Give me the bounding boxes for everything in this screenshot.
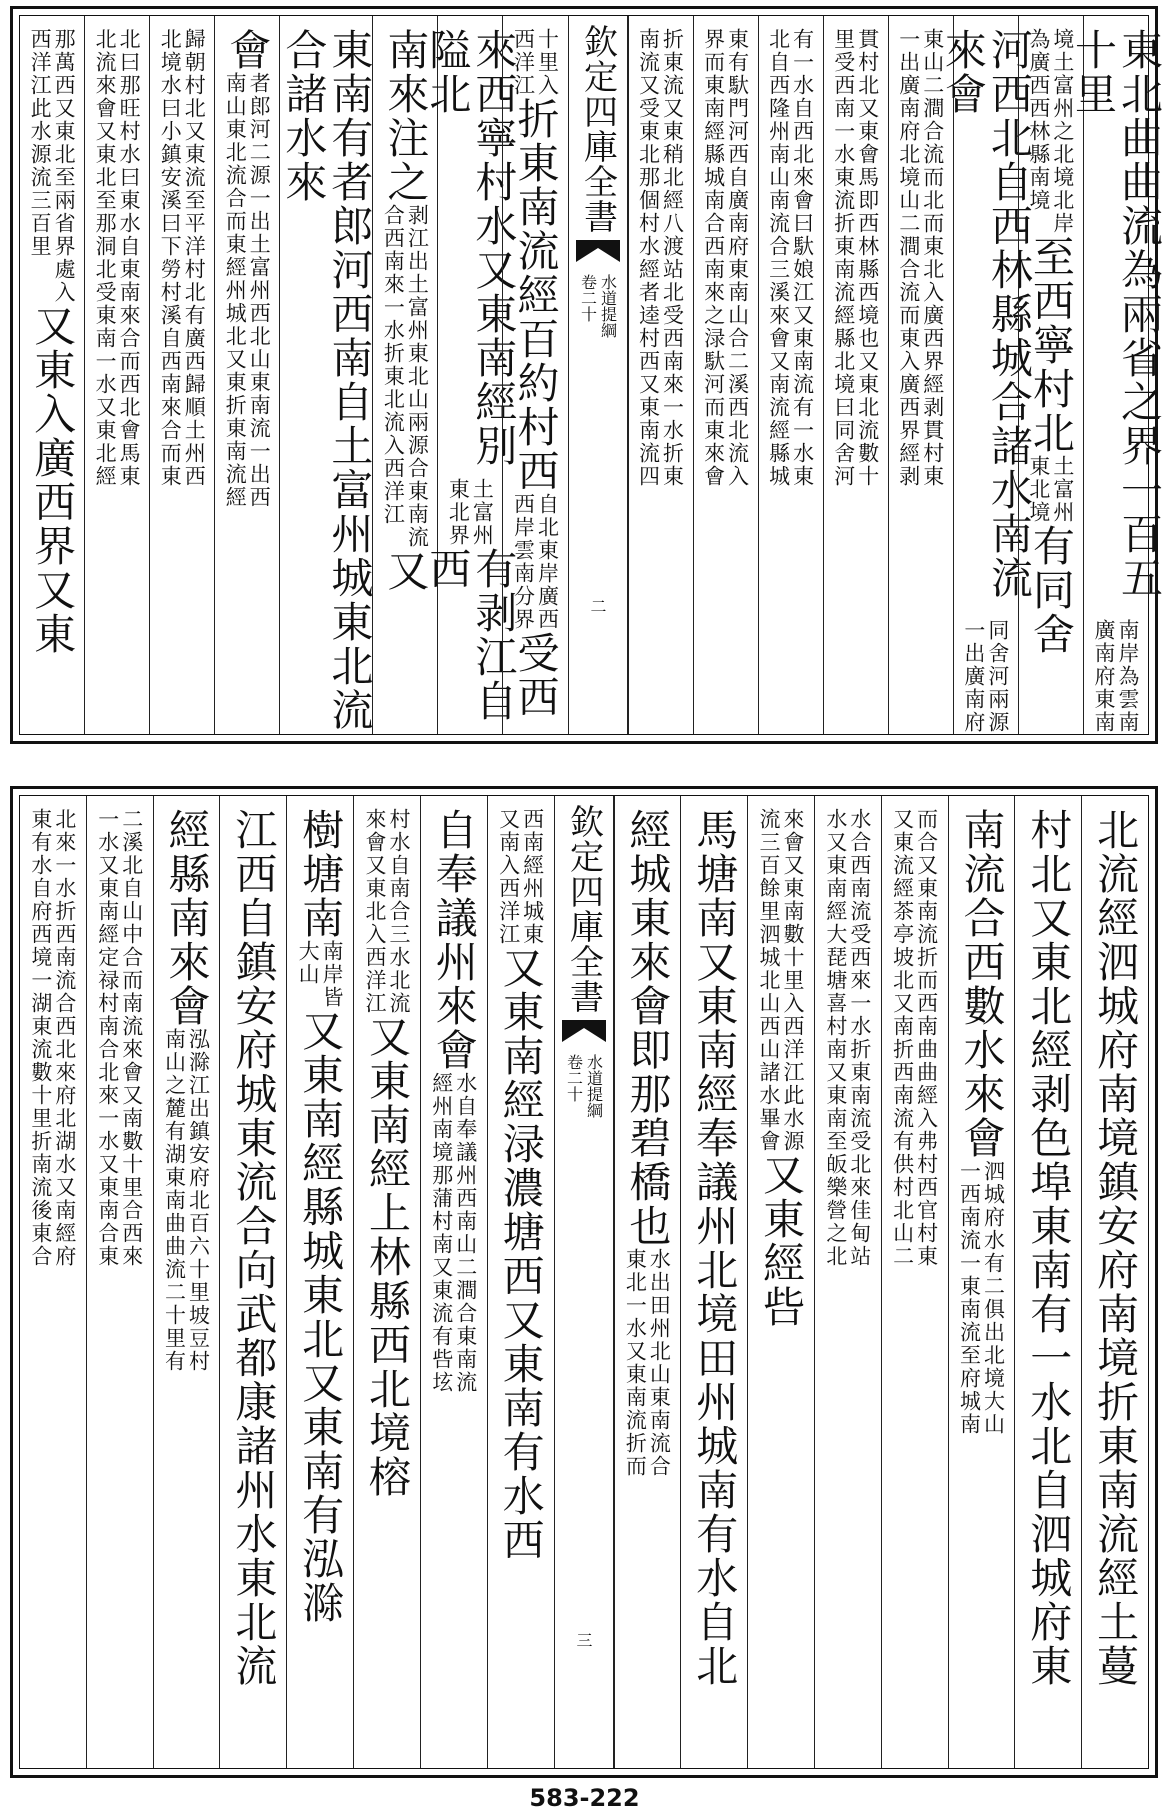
text-column xyxy=(814,796,881,1768)
annotation-note xyxy=(892,808,938,1268)
text-column xyxy=(680,796,747,1768)
annotation-line: 一出廣南府北境山二澗合流而東入廣西界經剥 xyxy=(896,28,921,488)
annotation-line: 界而東南經縣城南合西南來之渌馱河而東來會 xyxy=(701,28,726,488)
main-text: 又東南經縣城東北又東南有泓滁 xyxy=(296,1009,346,1625)
annotation-note xyxy=(447,478,493,547)
text-column xyxy=(502,16,567,734)
annotation-line: 剥江出土富州東北山兩源合東南流 xyxy=(405,204,430,549)
annotation-line: 為廣西西林縣南境 xyxy=(1026,28,1051,212)
annotation-line: 水合西南流受西來一水折東南流受北來佳甸站 xyxy=(847,808,872,1268)
main-text: 又東入廣西界又東 xyxy=(28,304,78,656)
main-text: 東北曲曲流為兩省之界一百五十里 xyxy=(1068,28,1164,600)
text-column xyxy=(487,796,554,1768)
text-column xyxy=(823,16,888,734)
spine-leaf-number: 三 xyxy=(574,1632,593,1648)
main-text: 會 xyxy=(223,28,273,72)
text-column xyxy=(747,796,814,1768)
annotation-line: 一水又東南經定禄村南合北來一水又東南合東 xyxy=(95,808,120,1268)
main-text: 至西寧村北 xyxy=(1026,235,1076,455)
annotation-line: 貫村北又東會馬即西林縣西境也又東北流數十 xyxy=(855,28,880,488)
annotation-note xyxy=(159,28,205,488)
annotation-note xyxy=(512,28,558,97)
main-text: 又東南經上林縣西北境榕 xyxy=(362,1015,412,1499)
annotation-line: 西洋江 xyxy=(511,28,536,97)
annotation-line: 流三百餘里泗城北山西山諸水畢會 xyxy=(757,808,782,1153)
annotation-line: 一出廣南府 xyxy=(961,619,986,734)
annotation-line: 而合又東南流折而西南曲曲經入弗村西官村東 xyxy=(914,808,939,1268)
annotation-note xyxy=(297,940,343,1009)
annotation-note xyxy=(382,204,428,549)
annotation-note xyxy=(29,28,75,304)
annotation-note xyxy=(898,28,944,488)
annotation-line: 北曰那旺村水曰東水自東南來合而西北會馬東 xyxy=(117,28,142,488)
text-column xyxy=(214,16,279,734)
annotation-line: 二溪北自山中合而南流來會又南數十里合西來 xyxy=(119,808,144,1268)
text-column xyxy=(1081,796,1148,1768)
text-column xyxy=(84,16,149,734)
annotation-note xyxy=(30,808,76,1268)
annotation-line: 來會又東南數十里入西洋江此水源 xyxy=(781,808,806,1153)
main-text: 又東經呰 xyxy=(757,1153,807,1329)
main-text: 經城東來會即那碧橋也 xyxy=(623,808,673,1248)
text-column xyxy=(86,796,153,1768)
annotation-line: 來會又東北入西洋江 xyxy=(362,808,387,1015)
text-column xyxy=(948,796,1015,1768)
main-text: 樹塘南 xyxy=(296,808,346,940)
text-column xyxy=(149,16,214,734)
annotation-note xyxy=(638,28,684,488)
fish-tail-mark-icon xyxy=(562,1020,606,1042)
annotation-line: 東有水自府西境一湖東流數十里折南流後東合 xyxy=(28,808,53,1268)
annotation-line: 南岸皆 xyxy=(320,940,345,1009)
main-text: 經縣南來會 xyxy=(162,808,212,1028)
spine-subtitle xyxy=(565,1054,603,1118)
spine-subtitle-line: 卷二十 xyxy=(578,274,598,322)
spine-subtitle-line: 水道提綱 xyxy=(584,1054,604,1118)
text-column xyxy=(153,796,220,1768)
annotation-line: 土富州 xyxy=(1050,455,1075,524)
annotation-line: 村水自南合三水北流 xyxy=(386,808,411,1015)
text-column xyxy=(881,796,948,1768)
annotation-line: 西洋江此水源流三百里 xyxy=(28,28,53,258)
annotation-note xyxy=(364,808,410,1015)
annotation-line: 水出田州北山東南流合 xyxy=(647,1248,672,1478)
annotation-line: 南山之麓有湖東南曲曲流二十里有 xyxy=(162,1028,187,1373)
annotation-line: 有一水自西北來會曰馱娘江又東南流有一水東 xyxy=(790,28,815,488)
annotation-note xyxy=(498,808,544,946)
annotation-note xyxy=(624,1248,670,1478)
annotation-line: 東有馱門河西自廣南府東南山合二溪西北流入 xyxy=(725,28,750,488)
annotation-line: 合西南來一水折東北流入西洋江 xyxy=(381,204,406,526)
annotation-line: 又南入西洋江 xyxy=(496,808,521,946)
annotation-line: 東北境 xyxy=(1026,455,1051,524)
main-text: 有剥江自西 xyxy=(423,546,519,723)
spine-title: 欽定四庫全書 xyxy=(577,24,618,234)
text-column xyxy=(758,16,823,734)
main-text: 河西北自西林縣城合諸水南流來會 xyxy=(938,28,1034,600)
main-text: 又東南經渌濃塘西又東南有水西 xyxy=(496,946,546,1562)
annotation-line: 折東流又東稍北經八渡站北受西南來一水折東 xyxy=(660,28,685,488)
annotation-note xyxy=(833,28,879,488)
annotation-line: 那萬西又東北至兩省界處入 xyxy=(52,28,77,304)
main-text: 馬塘南又東南經奉議州北境田州城南有水自北 xyxy=(690,808,740,1688)
annotation-line: 水又東南經大琵塘喜村南又東南至皈樂營之北 xyxy=(823,808,848,1268)
page-number: 583-222 xyxy=(529,1784,640,1812)
annotation-line: 里受西南一水東流折東南流經縣北境曰同舍河 xyxy=(831,28,856,488)
annotation-note xyxy=(1028,28,1074,235)
annotation-note xyxy=(94,28,140,488)
annotation-line: 西岸雲南分界 xyxy=(511,493,536,631)
annotation-note xyxy=(825,808,871,1268)
top-columns xyxy=(20,16,1164,734)
annotation-line: 經州南境那蒲村南又東流有呰𡊨 xyxy=(429,1072,454,1394)
annotation-line: 北流來會又東北至那洞北受東南一水又東北經 xyxy=(93,28,118,488)
annotation-line: 廣南府東南 xyxy=(1091,619,1116,734)
annotation-line: 境土富州之北境北岸 xyxy=(1050,28,1075,235)
text-column xyxy=(628,16,693,734)
annotation-line: 一西南流一東南流至府城南 xyxy=(957,1160,982,1436)
annotation-note xyxy=(512,493,558,631)
spine-column xyxy=(554,796,614,1768)
bottom-columns xyxy=(20,796,1148,1768)
text-column xyxy=(1014,796,1081,1768)
annotation-line: 十里入 xyxy=(535,28,560,97)
spine-subtitle-line: 水道提綱 xyxy=(598,274,618,338)
main-text: 江西自鎮安府城東流合向武都康諸州水東北流 xyxy=(229,808,279,1688)
annotation-line: 歸朝村北又東流至平洋村北有廣西歸順土州西 xyxy=(182,28,207,488)
bottom-page-frame xyxy=(19,795,1149,1769)
annotation-line: 東北一水又東南流折而 xyxy=(623,1248,648,1478)
spine-leaf-number: 二 xyxy=(588,598,607,614)
annotation-line: 又東流經茶亭坡北又南折西南流有供村北山二 xyxy=(890,808,915,1268)
main-text: 又 xyxy=(381,549,431,593)
spine-title: 欽定四庫全書 xyxy=(563,804,604,1014)
main-text: 村北又東北經剥色埠東南有一水北自泗城府東 xyxy=(1024,808,1074,1688)
annotation-line: 泓滁江出鎮安府北百六十里坡豆村 xyxy=(186,1028,211,1373)
fish-tail-mark-icon xyxy=(576,240,620,262)
main-text: 東南有者郎河西南自土富州城東北流合諸水來 xyxy=(279,28,375,732)
annotation-line: 東山二澗合流而北而東北入廣西界經剥貫村東 xyxy=(920,28,945,488)
annotation-line: 自北東岸廣西 xyxy=(535,493,560,631)
annotation-note xyxy=(758,808,804,1153)
annotation-line: 南流又受東北那個村水經者逵村西又東南流四 xyxy=(636,28,661,488)
text-column xyxy=(614,796,681,1768)
text-column xyxy=(1068,16,1164,734)
annotation-note xyxy=(164,1028,210,1373)
annotation-note xyxy=(1028,455,1074,524)
main-text: 折東南流經百約村西 xyxy=(511,97,561,493)
text-column xyxy=(938,16,1034,734)
spine-column xyxy=(568,16,628,734)
annotation-line: 東北界 xyxy=(446,477,471,547)
annotation-line: 泗城府水有二俱出北境大山 xyxy=(981,1160,1006,1436)
main-text: 受西 xyxy=(511,631,561,719)
annotation-note xyxy=(1093,619,1139,734)
top-page xyxy=(10,6,1164,744)
main-text: 自奉議州來會 xyxy=(429,808,479,1072)
annotation-line: 北境水曰小鎮安溪曰下勞村溪自西南來合而東 xyxy=(158,28,183,488)
annotation-note xyxy=(97,808,143,1268)
text-column xyxy=(353,796,420,1768)
annotation-line: 西南經州城東 xyxy=(520,808,545,946)
bottom-page xyxy=(10,786,1158,1778)
main-text: 北流經泗城府南境鎮安府南境折東南流經土蔓 xyxy=(1091,808,1141,1688)
annotation-line: 同舍河兩源 xyxy=(985,619,1010,734)
text-column xyxy=(219,796,286,1768)
text-column xyxy=(20,796,86,1768)
main-text: 有同舍 xyxy=(1026,524,1076,656)
annotation-note xyxy=(703,28,749,488)
main-text: 南來注之 xyxy=(381,28,431,204)
text-column xyxy=(20,16,84,734)
annotation-line: 水自奉議州西南山二澗合東南流 xyxy=(453,1072,478,1394)
annotation-note xyxy=(768,28,814,488)
annotation-line: 土富州 xyxy=(470,477,495,547)
annotation-line: 大山 xyxy=(296,940,321,986)
annotation-line: 北自西隆州南山南流合三溪來會又南流經縣城 xyxy=(766,28,791,488)
spine-subtitle xyxy=(579,274,617,338)
annotation-note xyxy=(958,1160,1004,1436)
main-text: 來西寧村水又東南經別隘北 xyxy=(423,28,519,468)
spine-subtitle-line: 卷二十 xyxy=(564,1054,584,1102)
text-column xyxy=(279,16,375,734)
annotation-line: 南山東北流合而東經州城北又東折東南流經 xyxy=(223,72,248,509)
top-page-frame xyxy=(19,15,1164,735)
annotation-line: 北來一水折西南流合西北來府北湖水又南經府 xyxy=(52,808,77,1268)
main-text: 南流合西數水來會 xyxy=(957,808,1007,1160)
annotation-note xyxy=(963,619,1009,734)
text-column xyxy=(423,16,519,734)
annotation-line: 者郎河二源一出土富州西北山東南流一出西 xyxy=(247,72,272,509)
annotation-note xyxy=(224,72,270,509)
text-column xyxy=(286,796,353,1768)
text-column xyxy=(420,796,487,1768)
annotation-line: 南岸為雲南 xyxy=(1115,619,1140,734)
annotation-note xyxy=(431,1072,477,1394)
text-column xyxy=(693,16,758,734)
